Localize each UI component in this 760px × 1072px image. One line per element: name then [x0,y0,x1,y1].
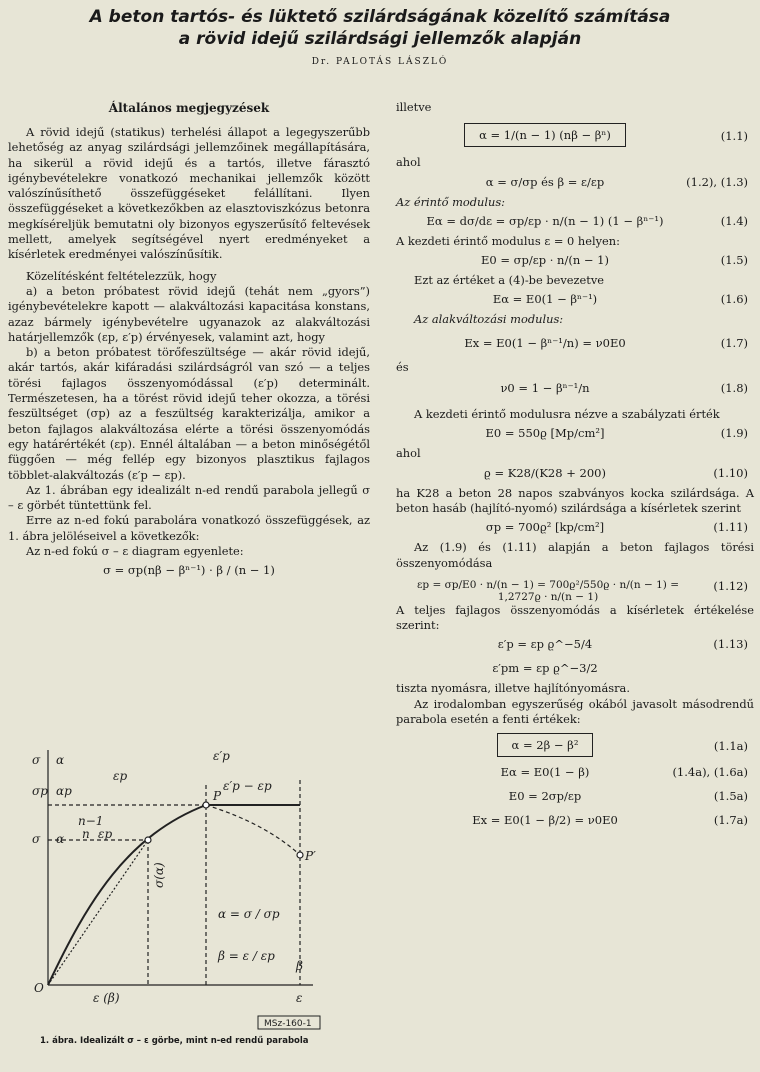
figure-stamp: MSz-160-1 [264,1019,312,1029]
equation-1-1: α = 1/(n − 1) (nβ − βⁿ) (1.1) [396,115,754,151]
figure-caption: 1. ábra. Idealizált σ – ε görbe, mint n-ed rendű parabola [40,1036,309,1046]
text-es: és [396,359,409,374]
svg-text:σp: σp [32,784,48,798]
svg-text:ε (β): ε (β) [93,991,120,1005]
figure-1 [8,740,370,1060]
equation-1-6: Eα = E0(1 − βⁿ⁻¹) (1.6) [492,292,748,307]
svg-text:β = ε / εp: β = ε / εp [218,949,275,963]
paragraph-relations: Erre az n-ed fokú parabolára vonatkozó összefüggések, az 1. ábra jelöléseivel a következők: [8,513,370,543]
svg-text:ε′p: ε′p [213,749,230,763]
paragraph-diagram-eq: Az n-ed fokú σ – ε diagram egyenlete: [26,544,244,559]
svg-text:εp: εp [113,769,128,783]
title-line-1: A beton tartós- és lüktető szilárdságának közelítő számítása [89,7,671,27]
equation-1-13a: ε′p = εp ϱ^−5/4 (1.13) [497,637,748,652]
text-alakvaltozasi: Az alakváltozási modulus: [414,312,564,327]
main-equation: σ = σp(nβ − βⁿ⁻¹) · β / (n − 1) [103,563,275,578]
author: Dr. PALOTÁS LÁSZLÓ [311,57,449,67]
text-teljes: A teljes fajlagos összenyomódás a kísérletek értékelése szerint: [396,602,754,633]
equation-1-2: α = σ/σp és β = ε/εp (1.2), (1.3) [485,174,748,189]
text-kocka: ha K28 a beton 28 napos szabványos kocka szilárdsága. A beton hasáb (hajlító-nyomó) szilárdsága a kísérletek szerint [396,485,754,515]
equation-1-9: E0 = 550ϱ [Mp/cm²] (1.9) [485,426,748,441]
svg-text:αp: αp [56,784,72,798]
title-line-2: a rövid idejű szilárdsági jellemzők alapján [178,29,582,49]
svg-text:α: α [56,832,65,846]
text-ahol: ahol [396,155,421,170]
equation-1-12: εp = σp/E0 · n/(n − 1) = 700ϱ²/550ϱ · n/(n − 1) = 1,2727ϱ · n/(n − 1) (1.12) [416,578,748,603]
right-column [396,100,754,833]
text-szabalyzati: A kezdeti érintő modulusra nézve a szabályzati érték [414,407,720,422]
svg-text:n: n [82,827,90,841]
equation-1-11: σp = 700ϱ² [kp/cm²] (1.11) [485,520,748,535]
secant-line [48,840,148,985]
svg-text:α = σ / σp: α = σ / σp [218,907,280,921]
paragraph-assumption-intro: Közelítésként feltételezzük, hogy [26,268,217,283]
svg-text:β: β [296,959,303,973]
paragraph-figure-ref: Az 1. ábrában egy idealizált n-ed rendű parabola jellegű σ – ε görbét tüntettünk fel. [8,482,370,513]
svg-text:σ(α): σ(α) [152,862,166,888]
text-erinto: Az érintő modulus: [396,194,506,209]
equation-1-4a: Eα = E0(1 − β) (1.4a), (1.6a) [500,765,748,780]
svg-text:εp: εp [98,827,113,841]
equation-1-5: E0 = σp/εp · n/(n − 1) (1.5) [481,253,748,268]
text-bevezetve: Ezt az értéket a (4)-be bevezetve [414,273,605,288]
paragraph-assumption-a: a) a beton próbatest rövid idejű (tehát nem „gyors”) igénybevételekre kapott — alakváltozási kapacitása konstans, azaz bármely igénybevételre ugyanazok az alakváltozási határjellemzők (εp, ε′p) érvényesek, valamint azt, hogy [8,283,370,344]
text-kezdeti: A kezdeti érintő modulus ε = 0 helyen: [396,233,620,248]
text-ahol-2: ahol [396,446,421,461]
svg-text:ε: ε [296,991,303,1005]
svg-text:ε′p − εp: ε′p − εp [223,779,272,793]
point-p [145,837,151,843]
text-osszenyomodas: Az (1.9) és (1.11) alapján a beton fajlagos törési összenyomódása [396,540,754,570]
equation-1-13b: ε′pm = εp ϱ^−3/2 [492,661,598,676]
text-irodalom: Az irodalomban egyszerűség okából javasolt másodrendű parabola esetén a fenti értékek: [396,696,754,727]
svg-text:n−1: n−1 [78,814,104,828]
section-heading: Általános megjegyzések [108,101,270,115]
svg-text:O: O [34,981,44,995]
equation-1-7: Ex = E0(1 − βⁿ⁻¹/n) = ν0E0 (1.7) [464,335,748,350]
paragraph-intro: A rövid idejű (statikus) terhelési állapot a legegyszerűbb lehetőség az anyag szilárdsági jellemzőinek megállapítására, ha sikerül a rövid idejű és a tartós, illetve fárasztó igénybevételekre vonatkozó mechanikai jellemzők között valószínűsíthető összefüggéseket felállítani. Ilyen összefüggéseket a következőkben az elasztoviszkózus betonra megkíséreljük bemutatni oly bizonyos egyszerűsítő feltevések mellett, amelyek segítségével nyert eredményeket a kísérletek eredményei valószínűsítik. [8,125,370,262]
svg-text:P: P [213,789,222,803]
paragraph-assumption-b: b) a beton próbatest törőfeszültsége — akár rövid idejű, akár tartós, akár kifáradási szilárdságról van szó — a teljes törési fajlagos összenyomódással (ε′p) determinált. Természetesen, ha a törést rövid idejű teher okozza, a törési feszültséget (σp) az a feszültség karakterizálja, amikor a beton fajlagos alakváltozása elérte a törési összenyomódás egy határértékét (εp). Ennél általában — a beton minőségétől függően — még fellép egy bizonyos plasztikus fajlagos többlet-alakváltozás (ε′p − εp). [8,345,370,482]
left-column [8,95,370,583]
text-illetve: illetve [396,100,432,114]
svg-text:α: α [56,753,65,767]
svg-text:σ: σ [32,753,41,767]
peak-point [203,802,209,808]
equation-1-1a: α = 2β − β² (1.1a) [396,727,754,761]
svg-text:P′: P′ [305,849,316,863]
svg-text:σ: σ [32,832,41,846]
equation-1-8: ν0 = 1 − βⁿ⁻¹/n (1.8) [500,381,748,396]
equation-1-7a: Ex = E0(1 − β/2) = ν0E0 (1.7a) [472,813,748,828]
equation-1-5a: E0 = 2σp/εp (1.5a) [508,789,748,804]
descending-branch [206,805,300,855]
point-pm [297,852,303,858]
equation-1-10: ϱ = K28/(K28 + 200) (1.10) [484,465,748,480]
text-tiszta: tiszta nyomásra, illetve hajlítónyomásra. [396,681,630,696]
equation-1-4: Eα = dσ/dε = σp/εp · n/(n − 1) (1 − βⁿ⁻¹) (1.4) [426,213,748,228]
